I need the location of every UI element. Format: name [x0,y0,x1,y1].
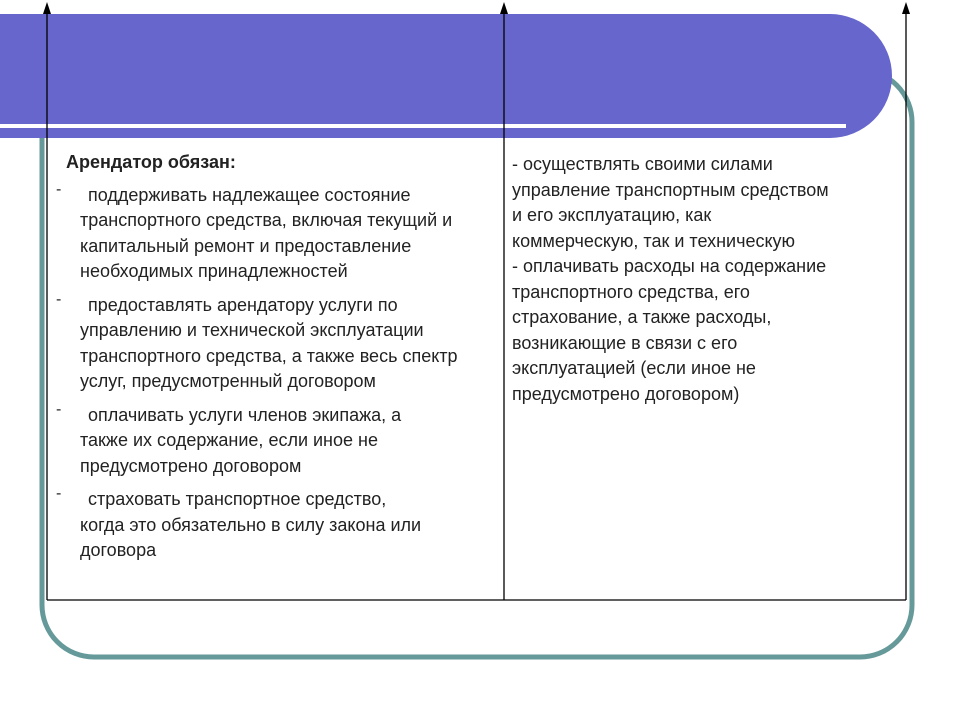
duty-item [56,290,496,395]
tenant-duties-column [512,152,898,407]
duty-text-rest: когда это обязательно в силу закона или договора [80,514,422,560]
duty-text-first: поддерживать надлежащее состояние [88,184,411,205]
duty-item [56,180,496,285]
duty-line: страхование, а также расходы, [512,307,772,327]
duty-line: и его эксплуатацию, как [512,205,712,225]
arrow-up-icon [500,2,508,14]
dash-bullet: - [56,485,62,502]
duty-line: коммерческую, так и техническую [512,230,796,251]
dash-bullet: - [56,400,62,418]
duty-text-first: предоставлять арендатору услуги по [88,294,398,315]
duty-text-rest: также их содержание, если иное не предусмотрено договором [80,430,378,476]
arrow-up-icon [43,2,51,14]
duty-line: - осуществлять своими силами [512,154,773,174]
duty-line: предусмотрено договором) [512,383,740,404]
duty-text-rest: управлению и технической эксплуатации транспортного средства, а также весь спектр услуг, предусмотренный договором [80,320,458,391]
duty-text-first: оплачивать услуги членов экипажа, а [88,404,402,425]
header-stripe [0,124,846,128]
dash-bullet: - [56,290,62,308]
duty-text-rest: транспортного средства, включая текущий и капитальный ремонт и предоставление необходимых принадлежностей [80,210,453,281]
header-band [0,14,892,138]
duty-line: - оплачивать расходы на содержание [512,256,827,276]
duty-line: управление транспортным средством [512,179,829,200]
duty-line: транспортного средства, его [512,281,750,302]
duty-line: эксплуатацией (если иное не [512,358,756,378]
column-heading: Арендатор обязан: [66,152,236,172]
duty-text-first: страховать транспортное средство, [88,489,387,509]
duty-line: возникающие в связи с его [512,332,738,353]
landlord-duties-column [56,150,496,572]
duty-item [56,400,496,480]
duty-item [56,487,496,564]
arrow-up-icon [902,2,910,14]
dash-bullet: - [56,180,62,198]
